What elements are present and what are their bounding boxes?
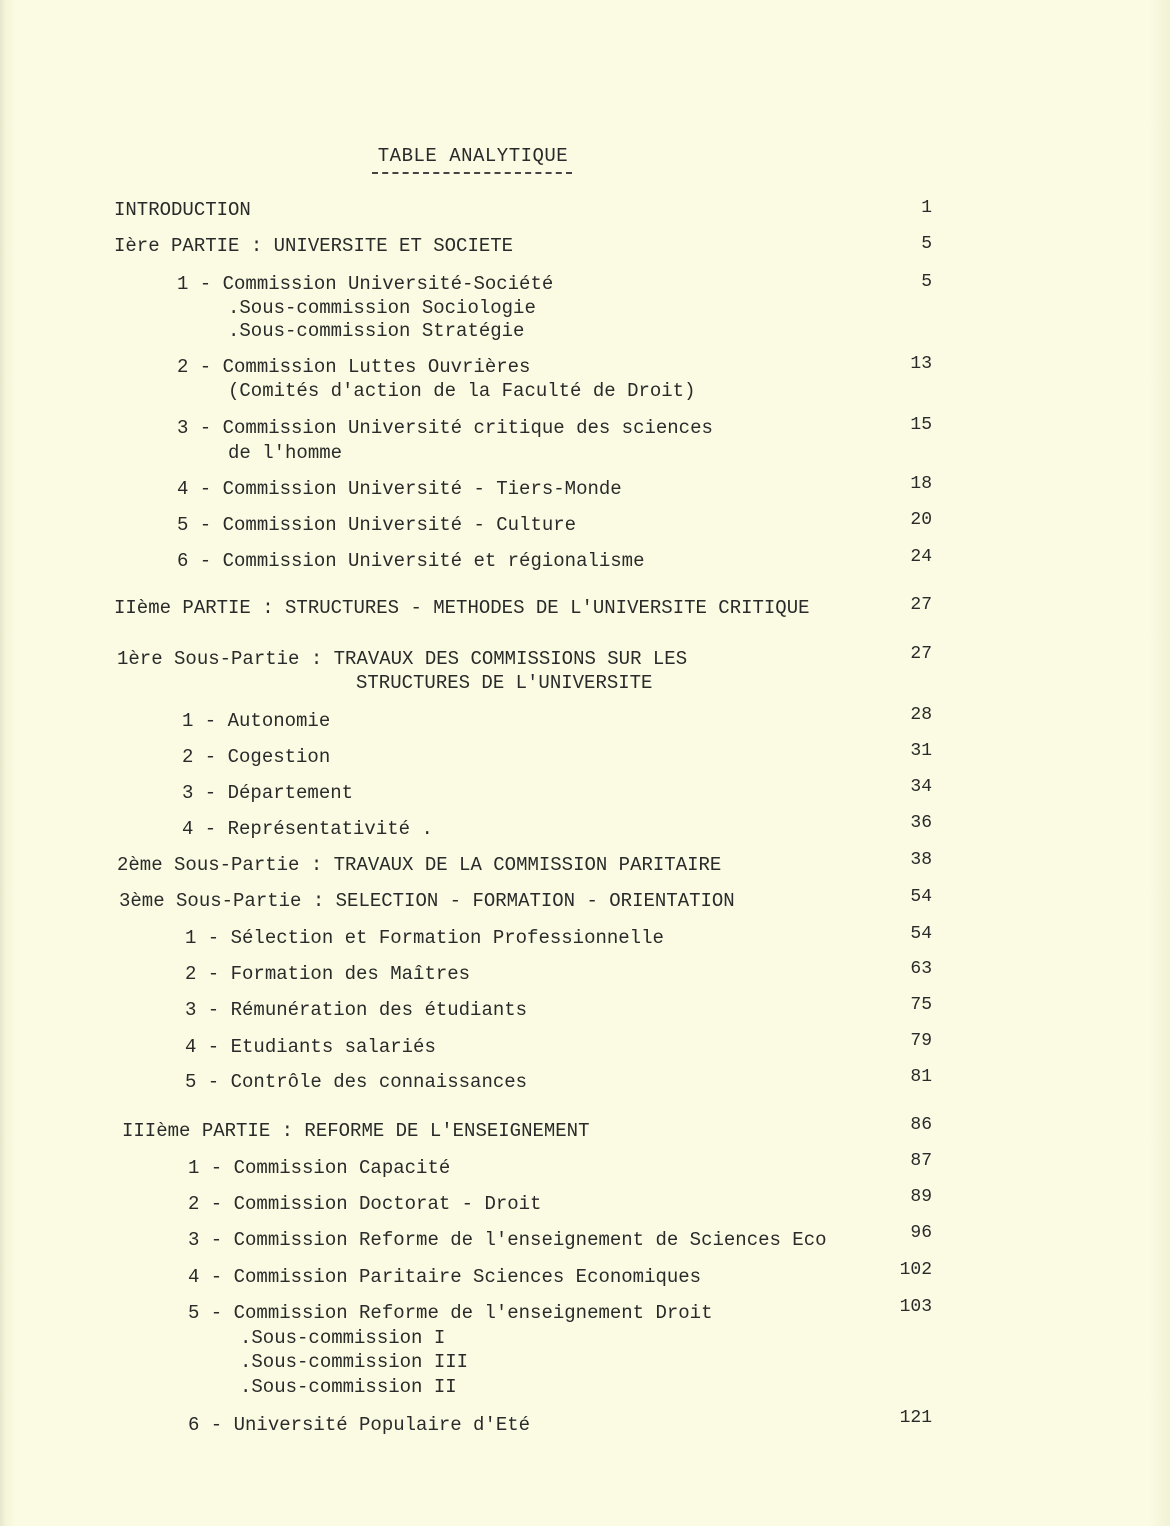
- toc-entry-text: (Comités d'action de la Faculté de Droit): [228, 380, 696, 402]
- toc-entry-page: 102: [899, 1260, 932, 1280]
- toc-entry-text: IIIème PARTIE : REFORME DE L'ENSEIGNEMENT: [122, 1120, 590, 1142]
- toc-entry-page: 28: [910, 705, 932, 725]
- toc-entry-page: 96: [910, 1223, 932, 1243]
- toc-entry-text: IIème PARTIE : STRUCTURES - METHODES DE L'UNIVERSITE CRITIQUE: [114, 597, 810, 619]
- toc-entry-text: 2 - Cogestion: [182, 746, 331, 768]
- toc-entry-page: 81: [910, 1067, 932, 1087]
- toc-entry-text: 5 - Commission Reforme de l'enseignement Droit: [188, 1302, 713, 1324]
- toc-entry-text: 3 - Département: [182, 782, 354, 804]
- toc-entry-text: 4 - Représentativité .: [182, 818, 433, 840]
- toc-entry-text: 1 - Sélection et Formation Professionnelle: [185, 927, 664, 949]
- toc-entry-page: 5: [921, 234, 932, 254]
- toc-entry-page: 38: [910, 850, 932, 870]
- toc-entry-text: 5 - Contrôle des connaissances: [185, 1071, 528, 1093]
- toc-entry-page: 27: [910, 644, 932, 664]
- toc-entry-page: 5: [921, 272, 932, 292]
- toc-entry-text: INTRODUCTION: [114, 199, 251, 221]
- toc-entry-page: 121: [899, 1408, 932, 1428]
- toc-entry-text: .Sous-commission Stratégie: [228, 320, 525, 342]
- toc-entry-page: 63: [910, 959, 932, 979]
- toc-entry-text: 1 - Autonomie: [182, 710, 331, 732]
- toc-entry-text: 6 - Université Populaire d'Eté: [188, 1414, 531, 1436]
- toc-entry-text: 2ème Sous-Partie : TRAVAUX DE LA COMMISSION PARITAIRE: [117, 854, 722, 876]
- toc-entry-text: Ière PARTIE : UNIVERSITE ET SOCIETE: [114, 235, 514, 257]
- toc-entry-text: 2 - Commission Luttes Ouvrières: [177, 356, 531, 378]
- toc-entry-text: 6 - Commission Université et régionalisme: [177, 550, 645, 572]
- toc-entry-page: 13: [910, 354, 932, 374]
- toc-entry-text: 4 - Commission Paritaire Sciences Economiques: [188, 1266, 702, 1288]
- toc-entry-text: 4 - Etudiants salariés: [185, 1036, 436, 1058]
- toc-entry-page: 89: [910, 1187, 932, 1207]
- toc-entry-page: 34: [910, 777, 932, 797]
- page-title: TABLE ANALYTIQUE: [377, 145, 569, 167]
- toc-entry-text: .Sous-commission I: [240, 1327, 446, 1349]
- toc-entry-text: 1ère Sous-Partie : TRAVAUX DES COMMISSIONS SUR LES: [117, 648, 688, 670]
- toc-entry-page: 20: [910, 510, 932, 530]
- toc-entry-text: 1 - Commission Capacité: [188, 1157, 451, 1179]
- toc-entry-page: 27: [910, 595, 932, 615]
- toc-entry-text: 4 - Commission Université - Tiers-Monde: [177, 478, 622, 500]
- toc-entry-page: 31: [910, 741, 932, 761]
- toc-entry-text: .Sous-commission III: [240, 1351, 469, 1373]
- toc-entry-page: 24: [910, 547, 932, 567]
- toc-entry-text: 5 - Commission Université - Culture: [177, 514, 577, 536]
- toc-entry-page: 79: [910, 1031, 932, 1051]
- toc-entry-page: 87: [910, 1151, 932, 1171]
- toc-entry-text: STRUCTURES DE L'UNIVERSITE: [356, 672, 653, 694]
- title-underline: [372, 172, 572, 174]
- toc-entry-page: 36: [910, 813, 932, 833]
- toc-entry-text: de l'homme: [228, 442, 343, 464]
- toc-entry-page: 1: [921, 198, 932, 218]
- toc-entry-text: 3ème Sous-Partie : SELECTION - FORMATION - ORIENTATION: [119, 890, 735, 912]
- toc-entry-text: 3 - Commission Université critique des sciences: [177, 417, 713, 439]
- toc-entry-page: 103: [899, 1297, 932, 1317]
- toc-entry-page: 15: [910, 415, 932, 435]
- toc-entry-text: .Sous-commission II: [240, 1376, 457, 1398]
- toc-entry-text: 2 - Commission Doctorat - Droit: [188, 1193, 542, 1215]
- toc-entry-text: 1 - Commission Université-Société: [177, 273, 554, 295]
- toc-entry-page: 18: [910, 474, 932, 494]
- toc-entry-text: .Sous-commission Sociologie: [228, 297, 536, 319]
- toc-entry-page: 54: [910, 924, 932, 944]
- toc-entry-text: 3 - Rémunération des étudiants: [185, 999, 528, 1021]
- toc-entry-page: 75: [910, 995, 932, 1015]
- toc-entry-text: 2 - Formation des Maîtres: [185, 963, 471, 985]
- toc-entry-text: 3 - Commission Reforme de l'enseignement de Sciences Eco: [188, 1229, 827, 1251]
- toc-entry-page: 86: [910, 1115, 932, 1135]
- toc-entry-page: 54: [910, 887, 932, 907]
